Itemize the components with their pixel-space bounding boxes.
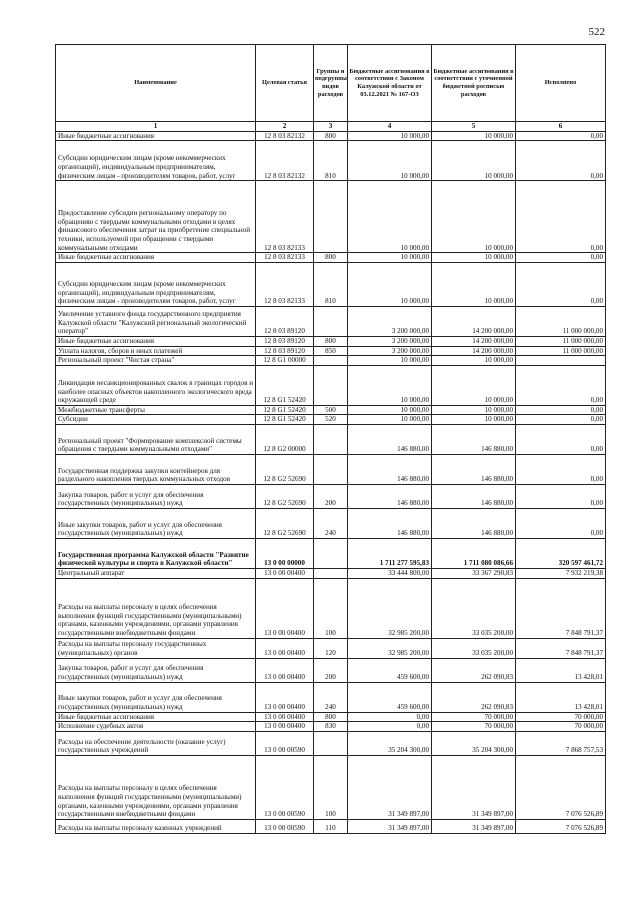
row-executed: 11 000 000,00 (516, 346, 606, 356)
row-executed: 7 848 791,37 (516, 638, 606, 658)
row-revised-allocation: 146 880,00 (432, 455, 516, 485)
row-law-allocation: 31 349 897,00 (348, 820, 432, 834)
row-target-article: 12 8 03 89120 (256, 336, 314, 346)
row-law-allocation: 32 985 200,00 (348, 638, 432, 658)
row-expense-group: 500 (314, 405, 348, 415)
row-revised-allocation: 146 880,00 (432, 485, 516, 509)
row-name: Иные бюджетные ассигнования (56, 253, 256, 263)
row-name: Иные бюджетные ассигнования (56, 131, 256, 141)
row-target-article: 12 8 G1 52420 (256, 405, 314, 415)
table-row (56, 712, 606, 722)
table-body (56, 131, 606, 833)
row-name: Расходы на выплаты персоналу казенных учреждений (56, 820, 256, 834)
row-name: Расходы на выплаты персоналу в целях обеспечения выполнения функций государственными (муниципальными) органами, казенными учреждениями, органами управления государственными внебюджетными фондами (56, 578, 256, 638)
table-row (56, 181, 606, 253)
table-row (56, 509, 606, 539)
table-row (56, 682, 606, 712)
row-law-allocation: 10 000,00 (348, 415, 432, 425)
column-number: 4 (348, 122, 432, 132)
row-revised-allocation: 10 000,00 (432, 141, 516, 181)
row-expense-group: 240 (314, 509, 348, 539)
row-law-allocation: 10 000,00 (348, 253, 432, 263)
row-target-article: 13 0 00 00400 (256, 569, 314, 579)
row-expense-group (314, 539, 348, 569)
row-target-article: 12 8 G1 52420 (256, 415, 314, 425)
table-row (56, 336, 606, 346)
row-name: Расходы на выплаты персоналу в целях обеспечения выполнения функций государственными (муниципальными) органами, казенными учреждениями, органами управления государственными внебюджетными фондами (56, 756, 256, 820)
row-revised-allocation: 31 349 897,00 (432, 820, 516, 834)
row-expense-group: 100 (314, 756, 348, 820)
row-revised-allocation: 146 880,00 (432, 425, 516, 455)
row-target-article: 12 8 G2 52690 (256, 509, 314, 539)
row-name: Иные бюджетные ассигнования (56, 336, 256, 346)
header-name: Наименование (56, 45, 256, 122)
row-target-article: 12 8 G2 00000 (256, 425, 314, 455)
row-executed: 0,00 (516, 405, 606, 415)
row-target-article: 12 8 03 89120 (256, 306, 314, 336)
row-law-allocation: 10 000,00 (348, 356, 432, 366)
row-law-allocation: 0,00 (348, 722, 432, 732)
row-expense-group: 810 (314, 141, 348, 181)
row-law-allocation: 146 880,00 (348, 425, 432, 455)
column-number: 6 (516, 122, 606, 132)
column-number: 2 (256, 122, 314, 132)
row-law-allocation: 3 200 000,00 (348, 346, 432, 356)
row-law-allocation: 459 600,00 (348, 658, 432, 682)
row-name: Государственная программа Калужской области "Развитие физической культуры и спорта в Калужской области" (56, 539, 256, 569)
row-expense-group: 520 (314, 415, 348, 425)
row-executed: 0,00 (516, 181, 606, 253)
row-expense-group: 800 (314, 131, 348, 141)
row-name: Региональный проект "Чистая страна" (56, 356, 256, 366)
table-row (56, 365, 606, 405)
row-name: Ликвидация несанкционированных свалок в границах городов и наиболее опасных объектов накопленного экологического вреда окружающей среде (56, 365, 256, 405)
row-expense-group (314, 425, 348, 455)
row-name: Закупка товаров, работ и услуг для обеспечения государственных (муниципальных) нужд (56, 485, 256, 509)
row-law-allocation: 31 349 897,00 (348, 756, 432, 820)
row-executed: 0,00 (516, 425, 606, 455)
row-name: Региональный проект "Формирование комплексной системы обращения с твердыми коммунальными отходами" (56, 425, 256, 455)
row-name: Государственная поддержка закупки контейнеров для раздельного накопления твердых коммунальных отходов (56, 455, 256, 485)
row-executed: 0,00 (516, 365, 606, 405)
row-expense-group: 810 (314, 262, 348, 306)
table-row (56, 732, 606, 756)
row-name: Межбюджетные трансферты (56, 405, 256, 415)
row-law-allocation: 10 000,00 (348, 181, 432, 253)
table-row (56, 658, 606, 682)
row-executed: 7 868 757,53 (516, 732, 606, 756)
row-revised-allocation: 33 035 200,00 (432, 638, 516, 658)
table-row (56, 578, 606, 638)
row-expense-group (314, 306, 348, 336)
row-revised-allocation: 10 000,00 (432, 131, 516, 141)
row-executed: 0,00 (516, 415, 606, 425)
row-revised-allocation: 10 000,00 (432, 365, 516, 405)
row-name: Предоставление субсидии региональному оператору по обращению с твердыми коммунальными отходами в целях финансового обеспечения затрат на приобретение специальной техники, используемой при обращении с твердыми коммунальными отходами (56, 181, 256, 253)
row-law-allocation: 32 985 200,00 (348, 578, 432, 638)
row-expense-group (314, 356, 348, 366)
row-expense-group: 850 (314, 346, 348, 356)
row-target-article: 13 0 00 00400 (256, 682, 314, 712)
row-name: Иные бюджетные ассигнования (56, 712, 256, 722)
row-revised-allocation: 70 000,00 (432, 722, 516, 732)
row-executed: 70 000,00 (516, 722, 606, 732)
table-row (56, 756, 606, 820)
row-name: Увеличение уставного фонда государственного предприятия Калужской области "Калужский региональный экологический оператор" (56, 306, 256, 336)
row-name: Расходы на обеспечение деятельности (оказание услуг) государственных учреждений (56, 732, 256, 756)
table-row (56, 356, 606, 366)
row-revised-allocation: 35 204 300,00 (432, 732, 516, 756)
row-executed: 0,00 (516, 253, 606, 263)
row-expense-group: 120 (314, 638, 348, 658)
row-expense-group (314, 732, 348, 756)
row-executed: 7 076 526,89 (516, 756, 606, 820)
row-executed: 11 000 000,00 (516, 336, 606, 346)
header-target-article: Целевая статья (256, 45, 314, 122)
row-executed: 7 848 791,37 (516, 578, 606, 638)
table-row (56, 415, 606, 425)
row-expense-group (314, 181, 348, 253)
row-revised-allocation: 10 000,00 (432, 253, 516, 263)
table-row (56, 262, 606, 306)
row-executed: 0,00 (516, 141, 606, 181)
row-law-allocation: 3 200 000,00 (348, 336, 432, 346)
row-law-allocation: 10 000,00 (348, 262, 432, 306)
column-number: 1 (56, 122, 256, 132)
row-target-article: 12 8 03 89120 (256, 346, 314, 356)
table-row (56, 820, 606, 834)
header-expense-group: Группы и подгруппы видов расходов (314, 45, 348, 122)
row-executed: 0,00 (516, 485, 606, 509)
row-revised-allocation: 10 000,00 (432, 415, 516, 425)
row-executed: 0,00 (516, 262, 606, 306)
row-name: Центральный аппарат (56, 569, 256, 579)
row-revised-allocation: 262 090,83 (432, 682, 516, 712)
table-row (56, 346, 606, 356)
row-name: Закупка товаров, работ и услуг для обеспечения государственных (муниципальных) нужд (56, 658, 256, 682)
row-target-article: 13 0 00 00400 (256, 638, 314, 658)
row-name: Субсидии (56, 415, 256, 425)
table-row (56, 141, 606, 181)
table-row (56, 539, 606, 569)
row-law-allocation: 3 200 000,00 (348, 306, 432, 336)
column-number: 5 (432, 122, 516, 132)
row-law-allocation: 33 444 800,00 (348, 569, 432, 579)
row-target-article: 13 0 00 00400 (256, 722, 314, 732)
row-revised-allocation: 70 000,00 (432, 712, 516, 722)
row-revised-allocation: 262 090,83 (432, 658, 516, 682)
row-law-allocation: 10 000,00 (348, 131, 432, 141)
row-target-article: 12 8 G2 52690 (256, 485, 314, 509)
row-law-allocation: 0,00 (348, 712, 432, 722)
row-revised-allocation: 10 000,00 (432, 262, 516, 306)
row-revised-allocation: 14 200 000,00 (432, 346, 516, 356)
row-expense-group (314, 365, 348, 405)
row-expense-group: 110 (314, 820, 348, 834)
row-executed: 13 428,01 (516, 658, 606, 682)
row-target-article: 13 0 00 00590 (256, 756, 314, 820)
row-law-allocation: 146 880,00 (348, 509, 432, 539)
row-target-article: 13 0 00 00000 (256, 539, 314, 569)
row-revised-allocation: 33 367 290,83 (432, 569, 516, 579)
row-target-article: 12 8 03 82132 (256, 131, 314, 141)
row-executed (516, 356, 606, 366)
row-name: Исполнение судебных актов (56, 722, 256, 732)
row-executed: 0,00 (516, 455, 606, 485)
header-law-allocations: Бюджетные ассигнования в соответствии с Законом Калужской области от 03.12.2021 № 167-ОЗ (348, 45, 432, 122)
row-target-article: 13 0 00 00400 (256, 712, 314, 722)
row-expense-group: 240 (314, 682, 348, 712)
row-executed: 13 428,01 (516, 682, 606, 712)
row-executed: 7 076 526,89 (516, 820, 606, 834)
row-expense-group: 800 (314, 253, 348, 263)
table-row (56, 485, 606, 509)
table-row (56, 253, 606, 263)
table-row (56, 306, 606, 336)
row-name: Уплата налогов, сборов и иных платежей (56, 346, 256, 356)
table-row (56, 131, 606, 141)
row-expense-group: 100 (314, 578, 348, 638)
column-number: 3 (314, 122, 348, 132)
row-name: Расходы на выплаты персоналу государственных (муниципальных) органов (56, 638, 256, 658)
table-row (56, 569, 606, 579)
row-target-article: 13 0 00 00400 (256, 578, 314, 638)
table-row (56, 638, 606, 658)
row-expense-group: 200 (314, 485, 348, 509)
row-executed: 7 932 219,38 (516, 569, 606, 579)
row-executed: 70 000,00 (516, 712, 606, 722)
row-expense-group: 800 (314, 712, 348, 722)
table-row (56, 722, 606, 732)
table-row (56, 405, 606, 415)
row-revised-allocation: 14 200 000,00 (432, 306, 516, 336)
table-header-row (56, 45, 606, 122)
row-revised-allocation: 1 711 080 086,66 (432, 539, 516, 569)
row-target-article: 12 8 G1 52420 (256, 365, 314, 405)
row-target-article: 12 8 G2 52690 (256, 455, 314, 485)
row-revised-allocation: 14 200 000,00 (432, 336, 516, 346)
row-law-allocation: 35 204 300,00 (348, 732, 432, 756)
row-name: Иные закупки товаров, работ и услуг для обеспечения государственных (муниципальных) нужд (56, 682, 256, 712)
row-revised-allocation: 33 035 200,00 (432, 578, 516, 638)
row-target-article: 13 0 00 00400 (256, 658, 314, 682)
row-target-article: 12 8 03 82132 (256, 141, 314, 181)
row-executed: 320 597 461,72 (516, 539, 606, 569)
row-revised-allocation: 10 000,00 (432, 405, 516, 415)
row-executed: 11 000 000,00 (516, 306, 606, 336)
row-executed: 0,00 (516, 131, 606, 141)
row-name: Иные закупки товаров, работ и услуг для обеспечения государственных (муниципальных) нужд (56, 509, 256, 539)
row-expense-group (314, 569, 348, 579)
table-row (56, 425, 606, 455)
row-revised-allocation: 10 000,00 (432, 181, 516, 253)
row-target-article: 13 0 00 00590 (256, 820, 314, 834)
row-name: Субсидии юридическим лицам (кроме некоммерческих организаций), индивидуальным предпринимателям, физическим лицам - производителям товаров, работ, услуг (56, 141, 256, 181)
row-expense-group (314, 455, 348, 485)
row-executed: 0,00 (516, 509, 606, 539)
row-expense-group: 830 (314, 722, 348, 732)
column-number-row (56, 122, 606, 132)
row-law-allocation: 146 880,00 (348, 485, 432, 509)
header-revised-allocations: Бюджетные ассигнования в соответствии с уточненной бюджетной росписью расходов (432, 45, 516, 122)
row-target-article: 12 8 G1 00000 (256, 356, 314, 366)
row-law-allocation: 1 711 277 595,83 (348, 539, 432, 569)
row-name: Субсидии юридическим лицам (кроме некоммерческих организаций), индивидуальным предпринимателям, физическим лицам - производителям товаров, работ, услуг (56, 262, 256, 306)
row-expense-group: 800 (314, 336, 348, 346)
row-revised-allocation: 31 349 897,00 (432, 756, 516, 820)
page-number: 522 (588, 26, 605, 38)
header-executed: Исполнено (516, 45, 606, 122)
row-expense-group: 200 (314, 658, 348, 682)
row-target-article: 12 8 03 82133 (256, 253, 314, 263)
row-law-allocation: 146 880,00 (348, 455, 432, 485)
row-revised-allocation: 10 000,00 (432, 356, 516, 366)
row-target-article: 12 8 03 82133 (256, 262, 314, 306)
row-law-allocation: 10 000,00 (348, 405, 432, 415)
row-target-article: 12 8 03 82133 (256, 181, 314, 253)
row-law-allocation: 10 000,00 (348, 365, 432, 405)
row-law-allocation: 459 600,00 (348, 682, 432, 712)
row-revised-allocation: 146 880,00 (432, 509, 516, 539)
row-target-article: 13 0 00 00590 (256, 732, 314, 756)
table-row (56, 455, 606, 485)
budget-table (55, 44, 606, 834)
row-law-allocation: 10 000,00 (348, 141, 432, 181)
